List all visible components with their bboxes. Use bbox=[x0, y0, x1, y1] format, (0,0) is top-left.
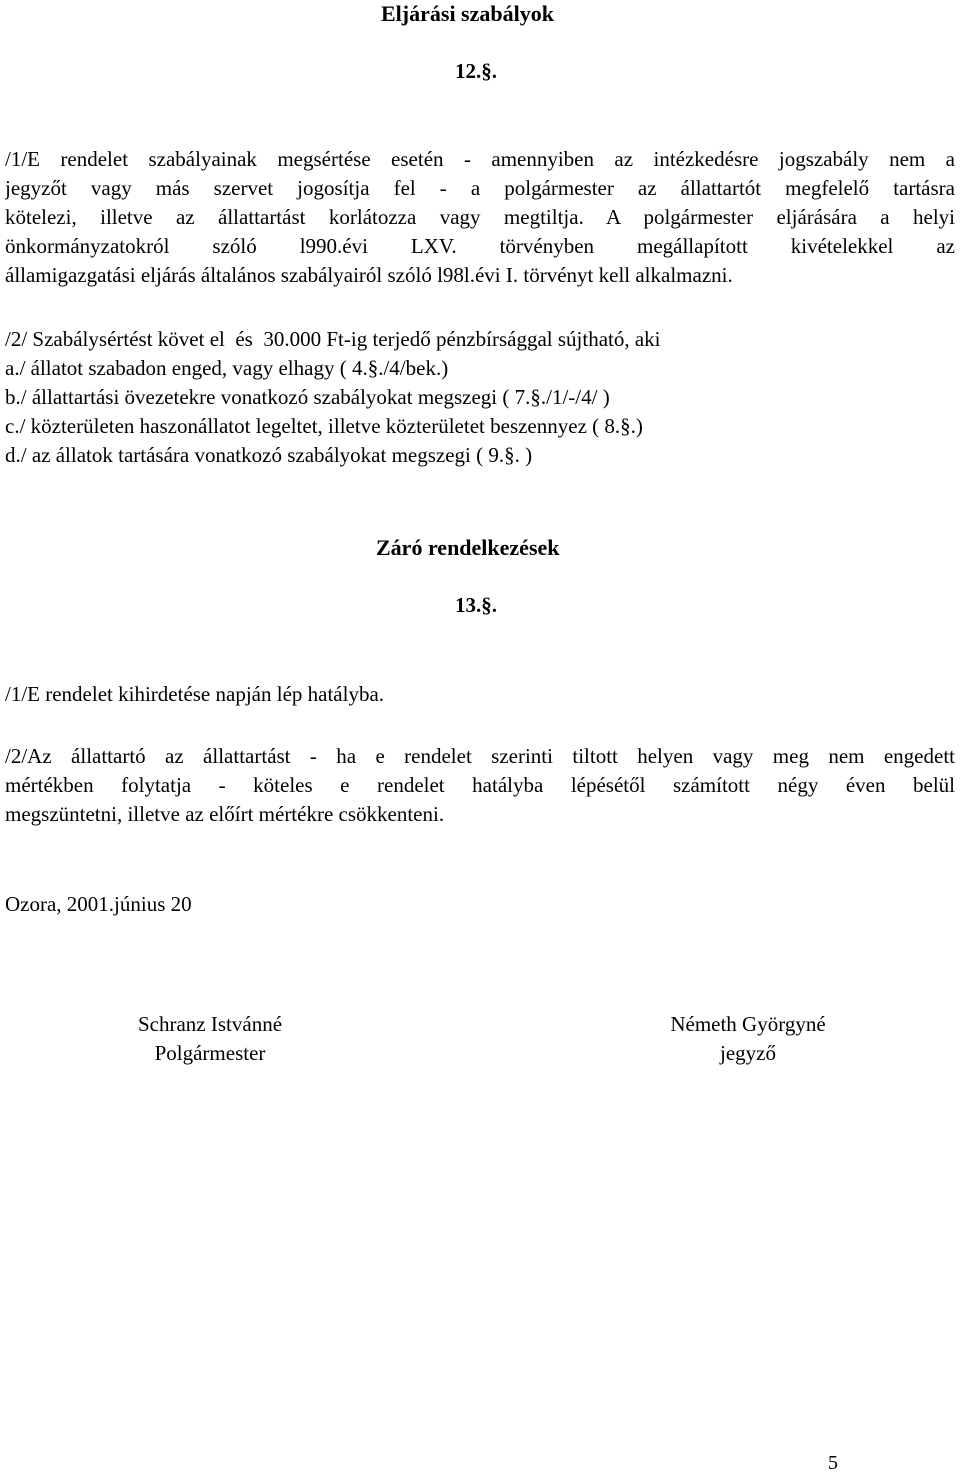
signatory-role: Polgármester bbox=[154, 1041, 266, 1065]
paragraph-line: államigazgatási eljárás általános szabályairól szóló l98l.évi I. törvényt kell alkalmazni. bbox=[5, 263, 733, 287]
paragraph-number-12: 12.§. bbox=[455, 59, 497, 83]
signature-left bbox=[100, 1010, 320, 1068]
list-item: b./ állattartási övezetekre vonatkozó szabályokat megszegi ( 7.§./1/-/4/ ) bbox=[5, 385, 610, 409]
paragraph-line: mértékben folytatja - köteles e rendelet hatályba lépésétől számított négy éven belül bbox=[5, 773, 955, 797]
page-number: 5 bbox=[828, 1452, 838, 1474]
signature-right bbox=[638, 1010, 858, 1068]
closing-paragraph-1: /1/E rendelet kihirdetése napján lép hatályba. bbox=[5, 682, 385, 706]
signatory-role: jegyző bbox=[720, 1041, 776, 1065]
list-item: d./ az állatok tartására vonatkozó szabályokat megszegi ( 9.§. ) bbox=[5, 443, 533, 467]
section-title-closing: Záró rendelkezések bbox=[376, 535, 560, 560]
section-title-procedure: Eljárási szabályok bbox=[381, 1, 554, 26]
paragraph-line: kötelezi, illetve az állattartást korlátozza vagy megtiltja. A polgármester eljárására a helyi bbox=[5, 205, 955, 229]
paragraph-number-13: 13.§. bbox=[455, 593, 497, 617]
paragraph-line: /2/Az állattartó az állattartást - ha e rendelet szerinti tiltott helyen vagy meg nem engedett bbox=[5, 744, 955, 768]
paragraph-line: megszüntetni, illetve az előírt mértékre csökkenteni. bbox=[5, 802, 445, 826]
place-date: Ozora, 2001.június 20 bbox=[5, 892, 192, 916]
list-item: a./ állatot szabadon enged, vagy elhagy ( 4.§./4/bek.) bbox=[5, 356, 449, 380]
paragraph-intro: /2/ Szabálysértést követ el és 30.000 Ft-ig terjedő pénzbírsággal sújtható, aki bbox=[5, 327, 661, 351]
paragraph-line: /1/E rendelet szabályainak megsértése esetén - amennyiben az intézkedésre jogszabály nem a bbox=[5, 147, 955, 171]
list-item: c./ közterületen haszonállatot legeltet, illetve közterületet beszennyez ( 8.§.) bbox=[5, 414, 643, 438]
paragraph-line: önkormányzatokról szóló l990.évi LXV. törvényben megállapított kivételekkel az bbox=[5, 234, 955, 258]
signatory-name: Németh Györgyné bbox=[670, 1012, 826, 1036]
signatory-name: Schranz Istvánné bbox=[137, 1012, 283, 1036]
paragraph-line: jegyzőt vagy más szervet jogosítja fel - a polgármester az állattartót megfelelő tartásra bbox=[5, 176, 955, 200]
